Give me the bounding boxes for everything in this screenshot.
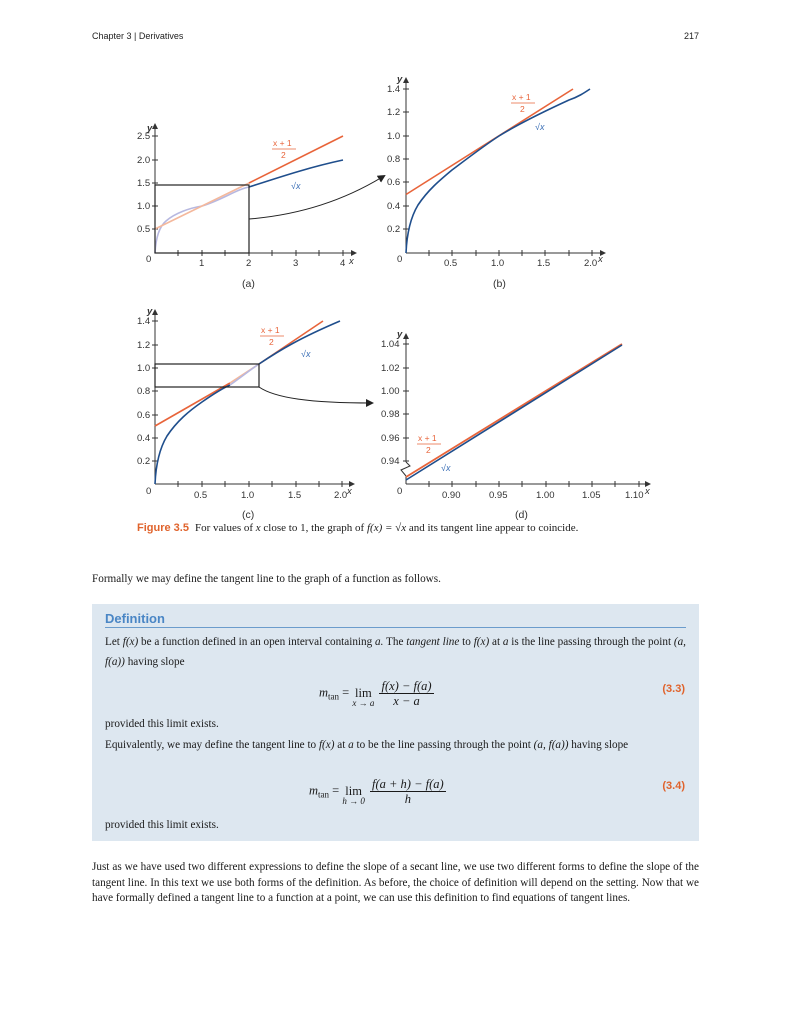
svg-text:0.98: 0.98 <box>381 409 400 420</box>
svg-text:0.5: 0.5 <box>137 224 151 235</box>
definition-paragraph-2: provided this limit exists. <box>105 718 219 730</box>
text: at <box>334 739 349 751</box>
equation-3-3: $m_{tan}$ = lim x → a $\frac{f(x) - f(a)}{x - a}$ <box>319 679 432 708</box>
figure-number: Figure 3.5 <box>137 522 189 534</box>
svg-text:0: 0 <box>397 254 403 265</box>
svg-text:x: x <box>349 256 354 267</box>
svg-text:0.5: 0.5 <box>444 258 458 269</box>
svg-text:1.02: 1.02 <box>381 363 400 374</box>
svg-text:1.5: 1.5 <box>537 258 551 269</box>
limit <box>352 685 375 708</box>
panel-label-b: (b) <box>493 278 506 290</box>
math: (a, f(a)) <box>105 636 686 668</box>
svg-text:0.90: 0.90 <box>442 490 461 501</box>
sqrt-curve <box>406 345 622 480</box>
text: having slope <box>568 739 629 751</box>
svg-text:0.94: 0.94 <box>381 456 400 467</box>
svg-text:0.95: 0.95 <box>489 490 508 501</box>
math: f(x) <box>473 636 490 648</box>
svg-text:2: 2 <box>269 337 274 347</box>
svg-text:1.10: 1.10 <box>625 490 644 501</box>
svg-text:0: 0 <box>146 486 152 497</box>
math-sub: tan <box>328 691 340 702</box>
text: having slope <box>124 656 185 668</box>
svg-text:x: x <box>598 254 603 265</box>
svg-text:1.4: 1.4 <box>387 84 401 95</box>
sqrt-label: √x <box>291 181 301 191</box>
svg-text:2.5: 2.5 <box>137 131 151 142</box>
svg-text:y: y <box>397 74 403 85</box>
fraction <box>370 777 446 806</box>
panel-d <box>381 329 651 520</box>
caption-formula: f(x) = √x <box>366 522 407 534</box>
definition-paragraph-3 <box>105 735 686 755</box>
svg-text:1.2: 1.2 <box>387 107 401 118</box>
svg-text:x + 1: x + 1 <box>418 433 437 443</box>
math: f(x) <box>318 739 335 751</box>
sqrt-label: √x <box>441 463 451 473</box>
svg-text:2.0: 2.0 <box>334 490 348 501</box>
fraction <box>379 679 433 708</box>
svg-text:1.0: 1.0 <box>491 258 505 269</box>
denominator: h <box>404 792 411 806</box>
chapter-title: Chapter 3 | Derivatives <box>92 31 184 41</box>
text: The <box>383 636 407 648</box>
lim-sub: h → 0 <box>342 795 365 806</box>
equation-number-3-4: (3.4) <box>662 780 685 792</box>
svg-text:0.8: 0.8 <box>137 386 151 397</box>
svg-text:0.4: 0.4 <box>387 201 401 212</box>
svg-text:0.4: 0.4 <box>137 433 151 444</box>
tangent-line <box>249 136 343 183</box>
tangent-label <box>511 92 535 114</box>
lim-text: lim <box>355 685 372 700</box>
svg-text:2: 2 <box>246 258 252 269</box>
panel-b <box>387 74 605 290</box>
caption-text: close to <box>260 522 301 534</box>
svg-text:0.8: 0.8 <box>387 154 401 165</box>
svg-text:1.0: 1.0 <box>241 490 255 501</box>
svg-text:x: x <box>347 486 352 497</box>
definition-paragraph-1 <box>105 632 686 672</box>
panel-c <box>137 306 372 520</box>
svg-text:0.96: 0.96 <box>381 433 400 444</box>
page-number: 217 <box>683 31 699 41</box>
tangent-label <box>272 138 296 160</box>
svg-text:1.5: 1.5 <box>288 490 302 501</box>
svg-text:2: 2 <box>281 150 286 160</box>
caption-text: For values of <box>194 522 256 534</box>
zoom-arrow <box>249 176 384 219</box>
svg-text:x + 1: x + 1 <box>512 92 531 102</box>
caption-text: the graph of <box>308 522 367 534</box>
text: Equivalently, we may define the tangent line to <box>105 739 319 751</box>
lim-sub: x → a <box>352 697 375 708</box>
math: f(x) <box>122 636 139 648</box>
numerator: f(a + h) − f(a) <box>371 777 444 791</box>
svg-text:0.2: 0.2 <box>387 224 401 235</box>
limit <box>342 783 365 806</box>
caption-var: x <box>255 522 261 534</box>
svg-text:0: 0 <box>397 486 403 497</box>
axis-tick-labels <box>387 74 604 269</box>
axis-tick-labels <box>137 306 353 501</box>
definition-paragraph-4: provided this limit exists. <box>105 819 219 831</box>
tangent-label <box>260 325 284 347</box>
axis-break <box>401 462 410 476</box>
math: a <box>502 636 509 648</box>
svg-text:1.5: 1.5 <box>137 178 151 189</box>
tangent-line <box>406 344 622 477</box>
svg-text:1.0: 1.0 <box>387 131 401 142</box>
svg-text:2.0: 2.0 <box>137 155 151 166</box>
svg-text:x + 1: x + 1 <box>261 325 280 335</box>
outro-paragraph: Just as we have used two different expressions to define the slope of a secant line, we use two different forms to define the slope of the tangent line. In this text we use both forms of the definition. As before, the choice of definition will depend on the setting. Now that we have formally defined a tangent line to a function at a point, we can use this definition to find equations of tangent lines. <box>92 861 699 904</box>
svg-text:x + 1: x + 1 <box>273 138 292 148</box>
svg-text:0.2: 0.2 <box>137 456 151 467</box>
term-tangent-line: tangent line <box>406 636 460 648</box>
math: m <box>319 685 329 700</box>
text: is the line passing through the point <box>508 636 674 648</box>
svg-text:1.05: 1.05 <box>582 490 601 501</box>
svg-text:1.0: 1.0 <box>137 363 151 374</box>
text: Let <box>105 636 123 648</box>
svg-text:0.6: 0.6 <box>387 177 401 188</box>
panel-a <box>137 123 384 290</box>
panel-label-c: (c) <box>242 509 255 520</box>
svg-text:1.4: 1.4 <box>137 316 151 327</box>
svg-text:0.5: 0.5 <box>194 490 208 501</box>
svg-text:y: y <box>147 123 153 134</box>
math: m <box>309 783 319 798</box>
numerator: f(x) − f(a) <box>381 679 432 693</box>
sqrt-label: √x <box>301 349 311 359</box>
intro-paragraph: Formally we may define the tangent line to the graph of a function as follows. <box>92 573 441 585</box>
lim-text: lim <box>345 783 362 798</box>
panel-label-d: (d) <box>515 509 528 520</box>
panel-label-a: (a) <box>242 278 255 290</box>
svg-text:4: 4 <box>340 258 346 269</box>
math: (a, f(a)) <box>533 739 569 751</box>
svg-text:1.00: 1.00 <box>381 386 400 397</box>
svg-text:1: 1 <box>199 258 205 269</box>
svg-text:2: 2 <box>520 104 525 114</box>
math: a <box>348 739 354 751</box>
svg-text:3: 3 <box>293 258 299 269</box>
axis-tick-labels <box>137 123 355 269</box>
definition-title: Definition <box>105 611 165 626</box>
svg-text:1.2: 1.2 <box>137 340 151 351</box>
svg-text:1.0: 1.0 <box>137 201 151 212</box>
tangent-label <box>417 433 441 455</box>
equation-number-3-3: (3.3) <box>662 683 685 695</box>
equation-3-4: $m_{tan}$ = lim h → 0 $\frac{f(a + h) - f(a)}{h}$ <box>309 777 444 806</box>
zoom-arrow <box>259 387 372 403</box>
svg-text:1.04: 1.04 <box>381 339 400 350</box>
axis-tick-labels <box>381 329 651 501</box>
caption-number: 1, <box>300 522 309 534</box>
caption-text: and its tangent line appear to coincide. <box>406 522 579 534</box>
definition-divider <box>105 627 686 628</box>
denominator: x − a <box>393 694 420 708</box>
text: at <box>489 636 503 648</box>
text: to be the line passing through the point <box>353 739 534 751</box>
text: be a function defined in an open interval containing <box>138 636 376 648</box>
svg-text:0: 0 <box>146 254 152 265</box>
svg-text:2.0: 2.0 <box>584 258 598 269</box>
math-sub: tan <box>318 789 330 800</box>
svg-text:2: 2 <box>426 445 431 455</box>
figure-caption <box>137 522 578 534</box>
sqrt-curve <box>406 89 590 253</box>
math: a. <box>375 636 384 648</box>
svg-text:0.6: 0.6 <box>137 410 151 421</box>
svg-text:y: y <box>147 306 153 317</box>
sqrt-label: √x <box>535 122 545 132</box>
svg-text:1.00: 1.00 <box>536 490 555 501</box>
svg-text:y: y <box>397 329 403 340</box>
definition-box <box>92 604 699 841</box>
text: to <box>459 636 474 648</box>
svg-text:x: x <box>645 486 650 497</box>
